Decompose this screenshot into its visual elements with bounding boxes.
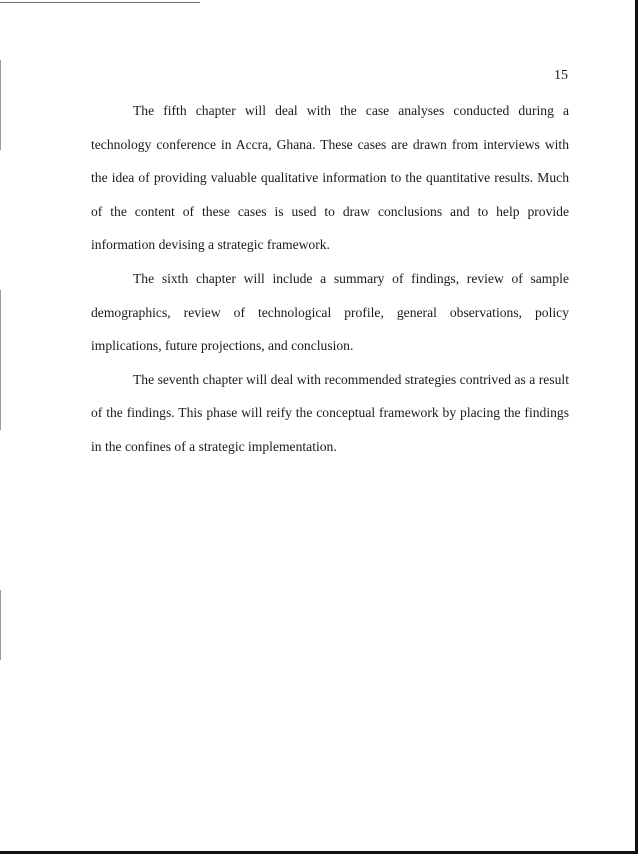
- scan-left-edge-mark: [0, 60, 1, 150]
- page-number: 15: [554, 68, 568, 83]
- body-text: [91, 94, 569, 464]
- paragraph-seventh-chapter: The seventh chapter will deal with recommended strategies contrived as a result of the findings. This phase will reify the conceptual framework by placing the findings in the confines of a strategic implementation.: [91, 371, 569, 454]
- scan-top-edge-line: [0, 2, 200, 3]
- scan-left-edge-mark: [0, 590, 1, 660]
- paragraph-sixth-chapter: The sixth chapter will include a summary of findings, review of sample demographics, review of technological profile, general observations, policy implications, future projections, and conclusion.: [91, 270, 569, 354]
- paragraph-fifth-chapter: The fifth chapter will deal with the case analyses conducted during a technology conference in Accra, Ghana. These cases are drawn from interviews with the idea of providing valuable qualitative information to the quantitative results. Much of the content of these cases is used to draw conclusions and to help provide information devising a strategic framework.: [91, 103, 569, 253]
- scan-left-edge-mark: [0, 290, 1, 430]
